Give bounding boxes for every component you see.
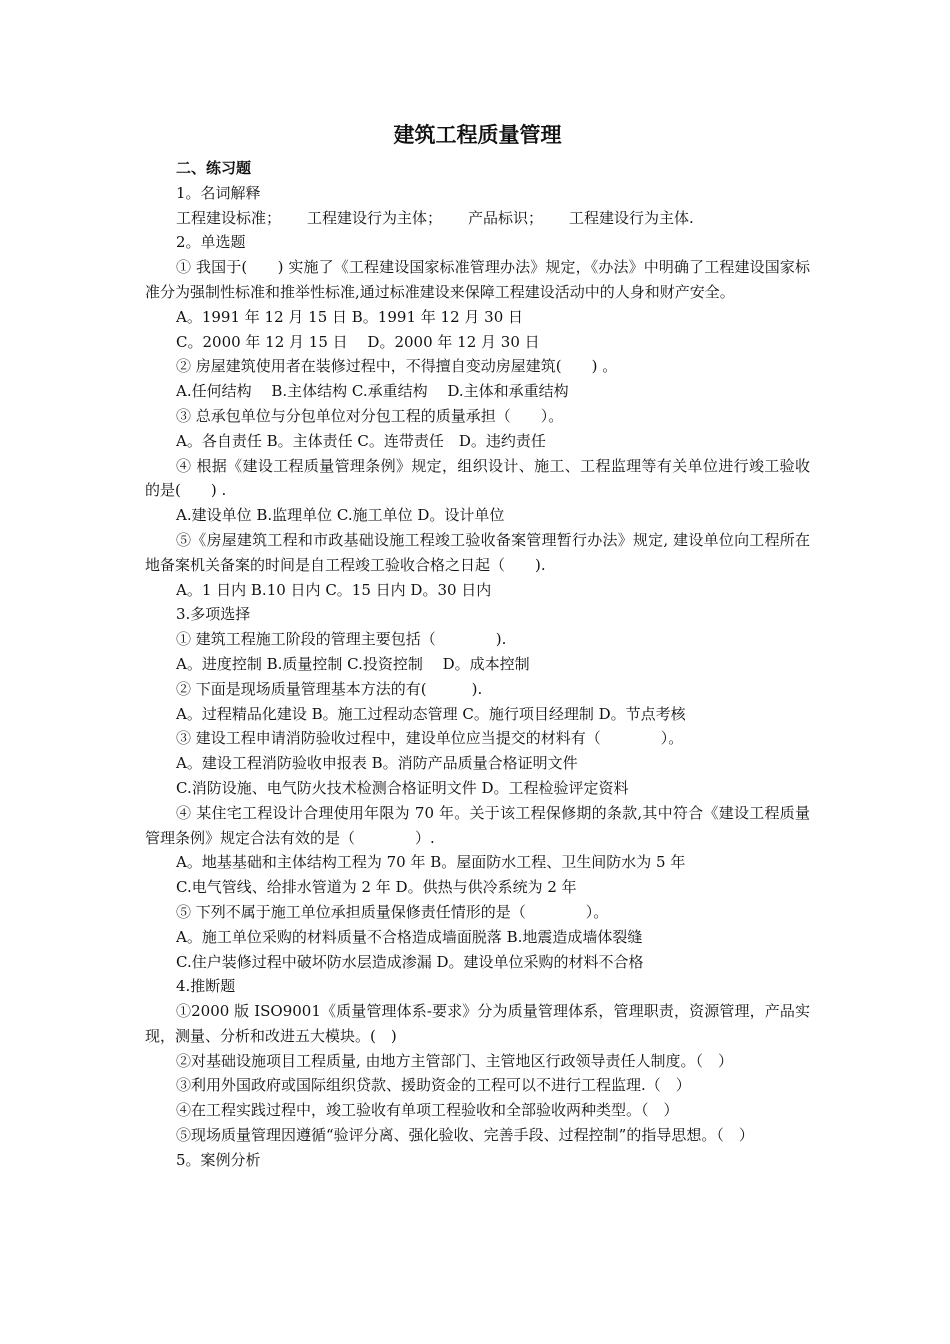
- q2-item-3-stem: ③ 总承包单位与分包单位对分包工程的质量承担（ ）。: [176, 406, 564, 425]
- q2-item-5-stem: ⑤《房屋建筑工程和市政基础设施工程竣工验收备案管理暂行办法》规定, 建设单位向工程所在地备案机关备案的时间是自工程竣工验收合格之日起（ ).: [145, 530, 810, 574]
- q3-item-4-stem: ④ 某住宅工程设计合理使用年限为 70 年。关于该工程保修期的条款,其中符合《建设工程质量管理条例》规定合法有效的是（ ）.: [145, 803, 810, 847]
- q2-item-2-options: A.任何结构 B.主体结构 C.承重结构 D.主体和承重结构: [176, 382, 569, 401]
- q3-item-1-options: A。进度控制 B.质量控制 C.投资控制 D。成本控制: [176, 654, 530, 673]
- q3-item-4-options: A。地基基础和主体结构工程为 70 年 B。屋面防水工程、卫生间防水为 5 年: [176, 853, 686, 872]
- q3-item-5-options: A。施工单位采购的材料质量不合格造成墙面脱落 B.地震造成墙体裂缝: [176, 927, 643, 946]
- q3-item-1-stem: ① 建筑工程施工阶段的管理主要包括（ ).: [176, 630, 507, 649]
- q1-heading: 1。名词解释: [176, 183, 261, 202]
- document-page: [145, 118, 810, 1173]
- q4-item-5: ⑤现场质量管理因遵循“验评分离、强化验收、完善手段、过程控制”的指导思想。（ ）: [176, 1126, 754, 1145]
- q2-item-5-options: A。1 日内 B.10 日内 C。15 日内 D。30 日内: [176, 580, 492, 599]
- q5-heading: 5。案例分析: [176, 1150, 261, 1169]
- term: 工程建设行为主体.: [569, 208, 694, 227]
- q4-item-4: ④在工程实践过程中，竣工验收有单项工程验收和全部验收两种类型。（ ）: [176, 1101, 679, 1120]
- q3-item-3-options: A。建设工程消防验收申报表 B。消防产品质量合格证明文件: [176, 754, 578, 773]
- q2-heading: 2。单选题: [176, 233, 246, 252]
- q1-terms: [145, 206, 810, 231]
- document-title: 建筑工程质量管理: [393, 122, 562, 147]
- q3-item-2-stem: ② 下面是现场质量管理基本方法的有( ).: [176, 679, 483, 698]
- q3-item-3-options: C.消防设施、电气防火技术检测合格证明文件 D。工程检验评定资料: [176, 778, 629, 797]
- q4-item-1: ①2000 版 ISO9001《质量管理体系-要求》分为质量管理体系，管理职责，资源管理，产品实现，测量、分析和改进五大模块。( ): [145, 1002, 810, 1045]
- q2-item-1-options: C。2000 年 12 月 15 日 D。2000 年 12 月 30 日: [176, 332, 540, 351]
- q2-item-1-options: A。1991 年 12 月 15 日 B。1991 年 12 月 30 日: [176, 307, 524, 326]
- q4-item-2: ②对基础设施项目工程质量, 由地方主管部门、主管地区行政领导责任人制度。（ ）: [176, 1051, 734, 1070]
- term: 工程建设行为主体；: [307, 208, 443, 227]
- section-heading: 二、练习题: [176, 159, 252, 177]
- q4-heading: 4.推断题: [176, 977, 236, 996]
- q2-item-2-stem: ② 房屋建筑使用者在装修过程中，不得擅自变动房屋建筑( ) 。: [176, 357, 618, 376]
- q3-item-3-stem: ③ 建设工程申请消防验收过程中，建设单位应当提交的材料有（ ）。: [176, 729, 684, 748]
- q2-item-4-options: A.建设单位 B.监理单位 C.施工单位 D。设计单位: [176, 506, 505, 525]
- q3-item-4-options: C.电气管线、给排水管道为 2 年 D。供热与供冷系统为 2 年: [176, 878, 577, 897]
- q3-item-5-stem: ⑤ 下列不属于施工单位承担质量保修责任情形的是（ ）。: [176, 902, 609, 921]
- term: 产品标识；: [468, 208, 544, 227]
- q4-item-3: ③利用外国政府或国际组织贷款、援助资金的工程可以不进行工程监理.（ ）: [176, 1076, 691, 1095]
- q2-item-4-stem: ④ 根据《建设工程质量管理条例》规定，组织设计、施工、工程监理等有关单位进行竣工验收的是( ) .: [145, 456, 810, 500]
- q2-item-1-stem: ① 我国于( ) 实施了《工程建设国家标准管理办法》规定，《办法》中明确了工程建设国家标准分为强制性标准和推举性标准,通过标准建设来保障工程建设活动中的人身和财产安全。: [145, 258, 810, 301]
- q3-item-2-options: A。过程精品化建设 B。施工过程动态管理 C。施行项目经理制 D。节点考核: [176, 704, 686, 723]
- q3-item-5-options: C.住户装修过程中破坏防水层造成渗漏 D。建设单位采购的材料不合格: [176, 952, 644, 971]
- q2-item-3-options: A。各自责任 B。主体责任 C。连带责任 D。违约责任: [176, 431, 546, 450]
- term: 工程建设标准；: [176, 208, 282, 227]
- q3-heading: 3.多项选择: [176, 605, 251, 624]
